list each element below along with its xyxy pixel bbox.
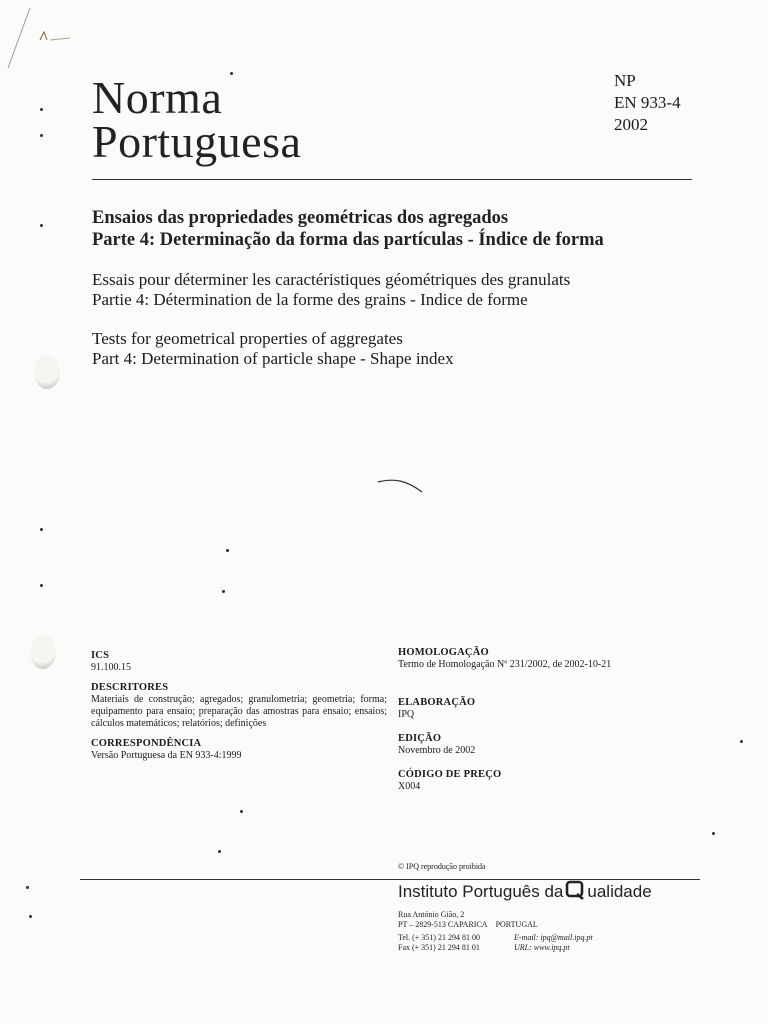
codigo-preco-label: CÓDIGO DE PREÇO (398, 769, 502, 780)
scan-speck (240, 810, 243, 813)
scan-speck (40, 224, 43, 227)
codigo-preco-value: X004 (398, 781, 421, 792)
title-fr-line2: Partie 4: Détermination de la forme des grains - Indice de forme (92, 290, 528, 309)
descritores-value: Materiais de construção; agregados; granulometria; geometria; forma; equipamento para ensaio; preparação das amostras para ensaio; ensaios; cálculos matemáticos; relatórios; definições (91, 694, 387, 729)
homologacao-block (398, 647, 698, 671)
descritores-label: DESCRITORES (91, 682, 169, 693)
scan-speck (226, 549, 229, 552)
ics-value: 91.100.15 (91, 662, 131, 673)
descritores-block (91, 682, 387, 730)
institute-name-suffix: ualidade (587, 882, 652, 901)
elaboracao-label: ELABORAÇÃO (398, 697, 476, 708)
scan-speck (712, 832, 715, 835)
standard-code-year: 2002 (614, 115, 648, 134)
title-en-line1: Tests for geometrical properties of aggregates (92, 329, 403, 348)
scan-speck (740, 740, 743, 743)
metadata-left-column (91, 650, 387, 770)
scan-speck (40, 108, 43, 111)
correspondencia-value: Versão Portuguesa da EN 933-4:1999 (91, 750, 242, 761)
document-brand-title (92, 72, 302, 167)
title-french (92, 270, 570, 310)
ics-label: ICS (91, 650, 110, 661)
scan-speck (40, 584, 43, 587)
institute-email: E-mail: ipq@mail.ipq.pt (514, 933, 593, 942)
punch-hole-lower (30, 635, 56, 669)
header-divider (92, 179, 692, 180)
institute-address (398, 910, 538, 930)
elaboracao-value: IPQ (398, 709, 415, 720)
scan-speck (230, 72, 233, 75)
elaboracao-block (398, 697, 698, 721)
brand-line-norma: Norma (92, 72, 223, 123)
ipq-q-logo-icon (565, 880, 587, 905)
scan-speck (218, 850, 221, 853)
institute-name (398, 880, 652, 905)
address-postal: PT – 2829-513 CAPARICA (398, 920, 488, 929)
standard-code-number: EN 933-4 (614, 93, 681, 112)
edicao-value: Novembro de 2002 (398, 745, 476, 756)
correspondencia-label: CORRESPONDÊNCIA (91, 738, 202, 749)
copyright-notice: © IPQ reprodução proibida (398, 862, 486, 871)
institute-fax: Fax (+ 351) 21 294 81 01 (398, 943, 480, 952)
address-city-row (398, 920, 538, 930)
title-english (92, 329, 454, 369)
title-portuguese (92, 207, 604, 251)
title-pt-line2: Parte 4: Determinação da forma das partículas - Índice de forma (92, 230, 604, 250)
homologacao-label: HOMOLOGAÇÃO (398, 647, 489, 658)
institute-phone-fax (398, 933, 480, 953)
title-fr-line1: Essais pour déterminer les caractéristiques géométriques des granulats (92, 270, 571, 289)
edicao-block (398, 733, 698, 757)
scan-speck (40, 528, 43, 531)
scan-speck (222, 590, 225, 593)
correspondencia-block (91, 738, 387, 762)
address-country: PORTUGAL (495, 920, 538, 929)
scan-speck (29, 915, 32, 918)
institute-online (514, 933, 593, 953)
brand-line-portuguesa: Portuguesa (92, 116, 302, 167)
edicao-label: EDIÇÃO (398, 733, 442, 744)
title-en-line2: Part 4: Determination of particle shape - Shape index (92, 349, 454, 368)
metadata-right-column (398, 647, 698, 816)
institute-name-prefix: Instituto Português da (398, 882, 564, 901)
standard-code-prefix: NP (614, 71, 636, 90)
codigo-preco-block (398, 769, 698, 793)
pen-stroke-mark (376, 476, 426, 496)
homologacao-value: Termo de Homologação Nº 231/2002, de 2002-10-21 (398, 659, 612, 670)
standard-code (614, 70, 681, 136)
punch-hole-upper (34, 355, 60, 389)
scan-speck (26, 886, 29, 889)
ics-block (91, 650, 387, 674)
address-street: Rua António Gião, 2 (398, 910, 465, 919)
institute-tel: Tel. (+ 351) 21 294 81 00 (398, 933, 480, 942)
scan-speck (40, 134, 43, 137)
title-pt-line1: Ensaios das propriedades geométricas dos agregados (92, 208, 509, 228)
scan-corner-mark (0, 0, 90, 80)
institute-url: URL: www.ipq.pt (514, 943, 570, 952)
